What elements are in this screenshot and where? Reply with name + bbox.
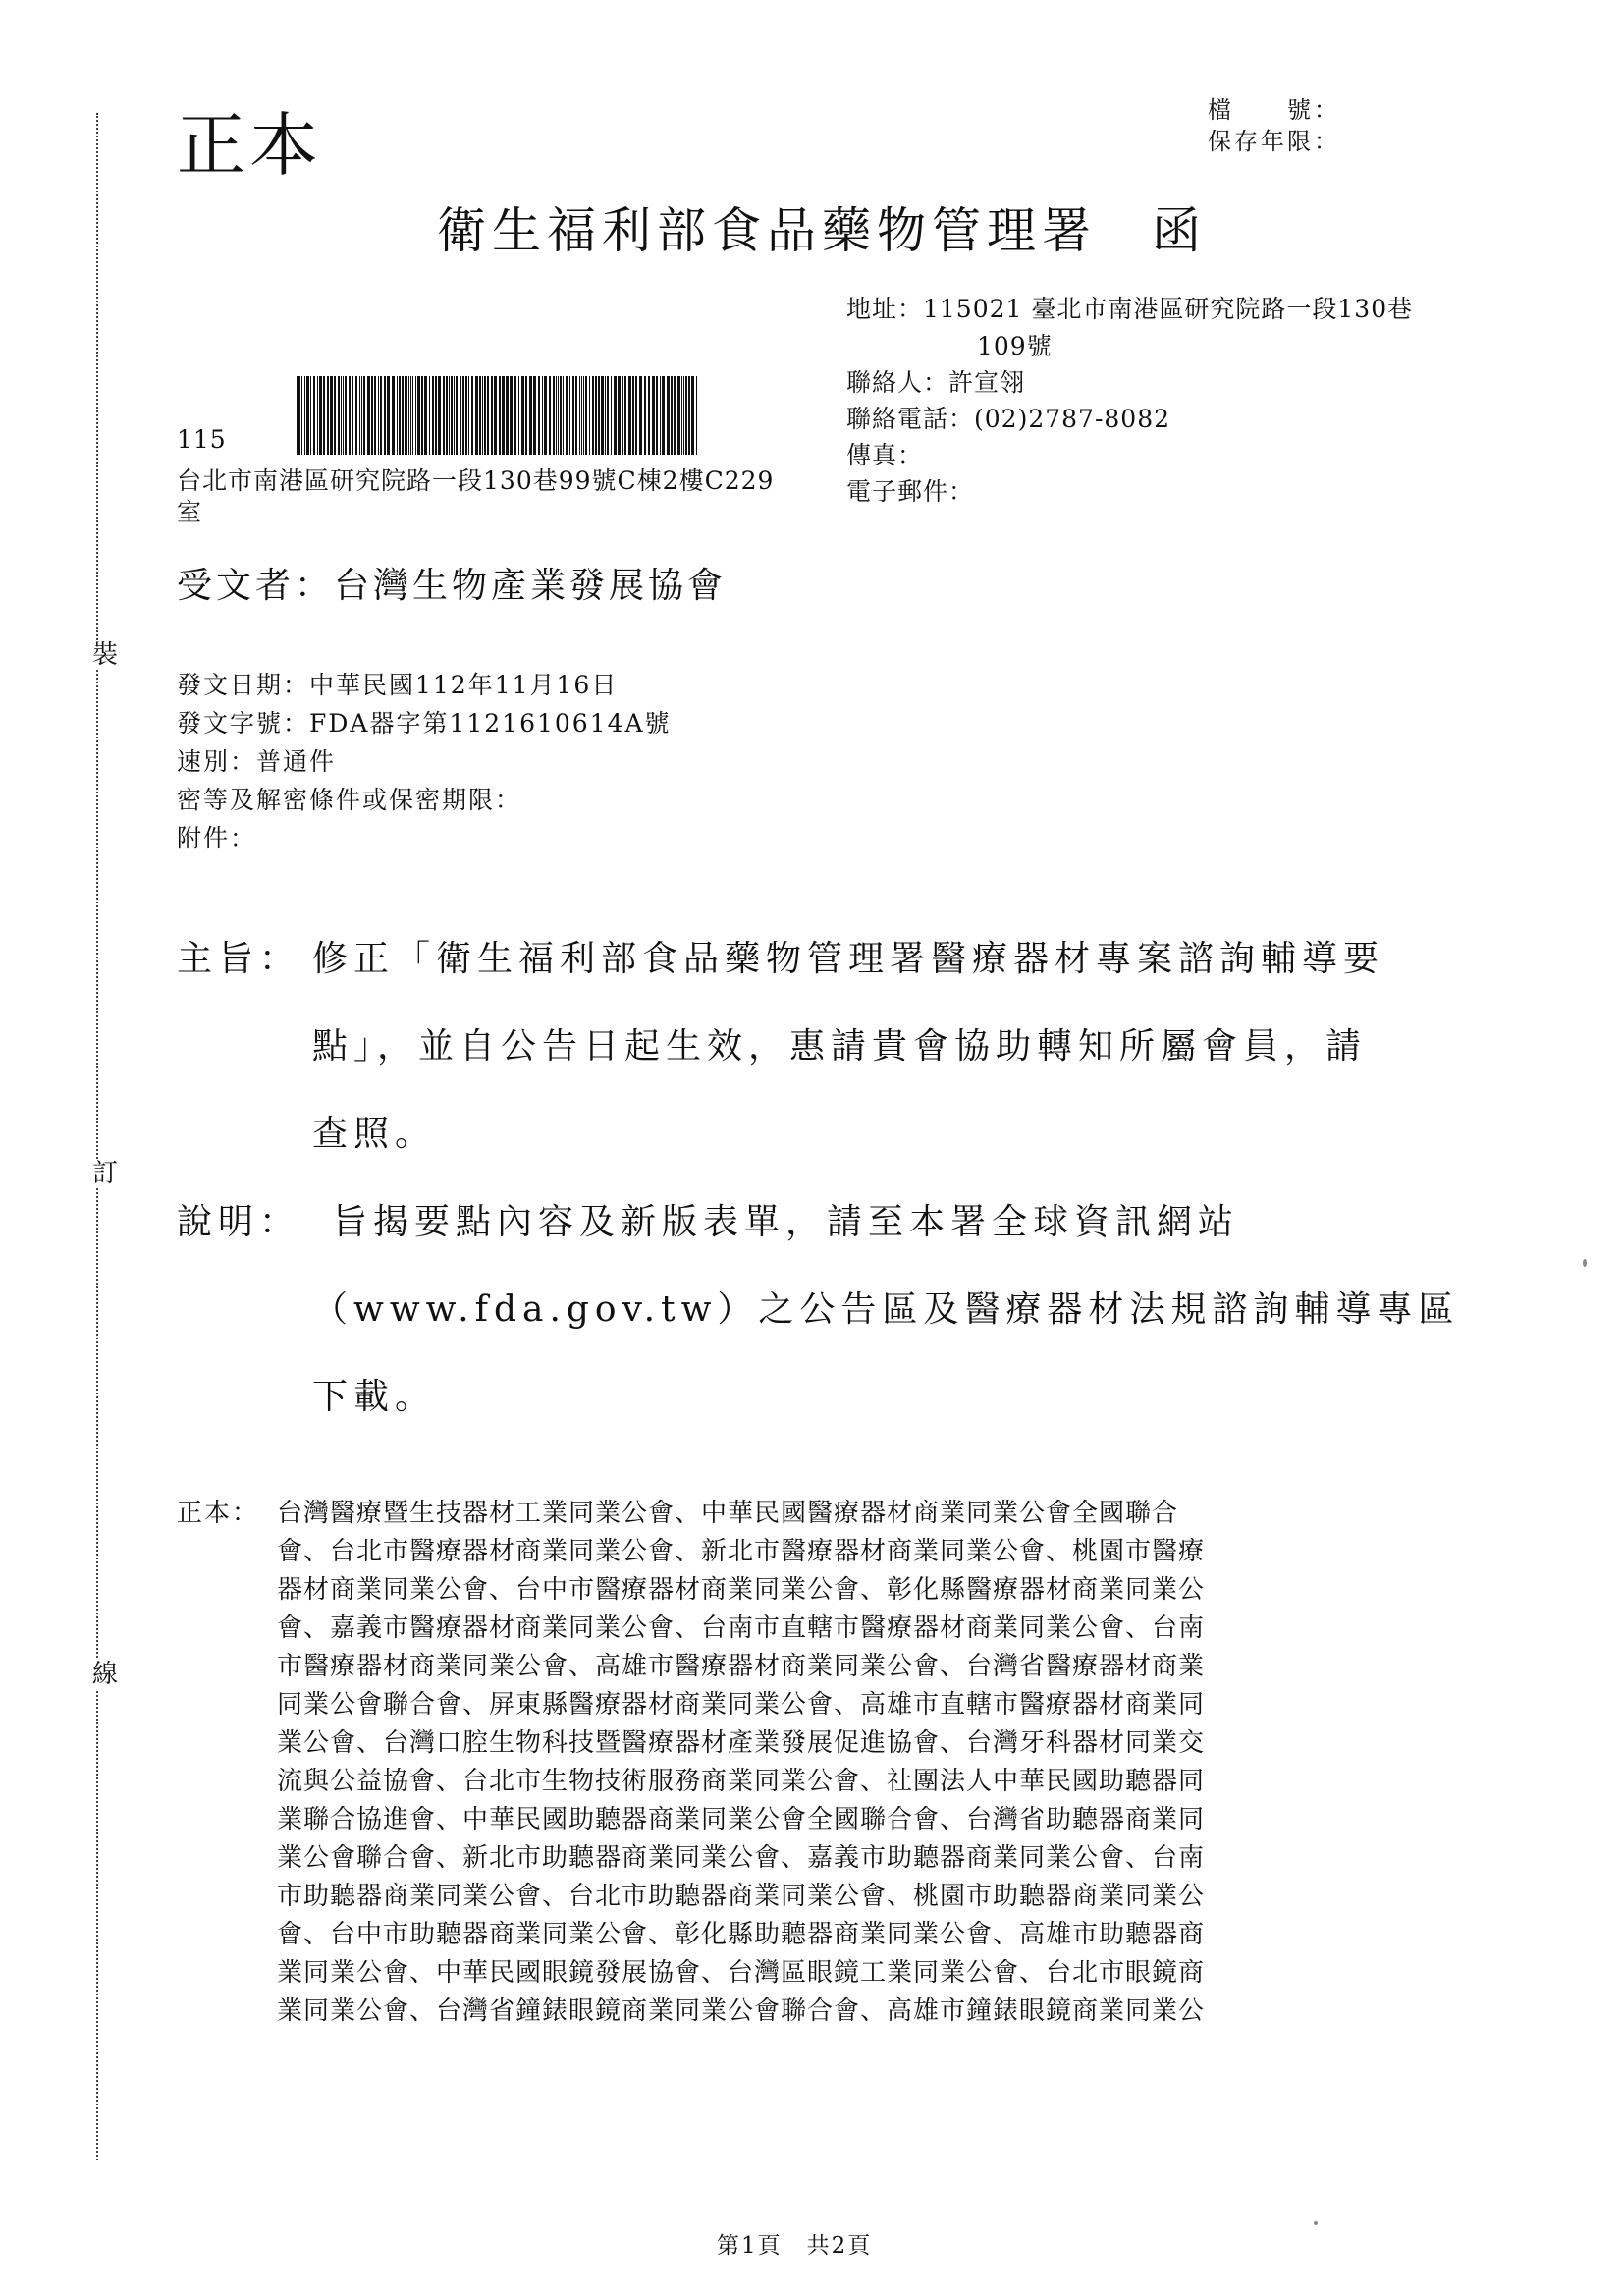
barcode-bar bbox=[628, 376, 631, 455]
binding-margin-line bbox=[96, 113, 98, 2160]
barcode-bar bbox=[349, 376, 351, 455]
barcode-bar bbox=[421, 376, 423, 455]
subject-line-2: 點」，並自公告日起生效，惠請貴會協助轉知所屬會員，請 bbox=[312, 1026, 1368, 1066]
barcode-bar bbox=[456, 376, 458, 455]
cc-line: 台灣醫療暨生技器材工業同業公會、中華民國醫療器材商業同業公會全國聯合 bbox=[277, 1499, 1179, 1528]
barcode-bar bbox=[648, 376, 650, 455]
sender-email: 電子郵件： bbox=[846, 477, 975, 506]
barcode-bar bbox=[297, 376, 298, 455]
barcode-bar bbox=[306, 376, 309, 455]
barcode-bar bbox=[563, 376, 564, 455]
barcode-bar bbox=[482, 376, 483, 455]
barcode-bar bbox=[605, 376, 606, 455]
barcode-bar bbox=[502, 376, 505, 455]
barcode-bar bbox=[662, 376, 665, 455]
barcode-bar bbox=[378, 376, 379, 455]
barcode bbox=[297, 376, 699, 455]
original-copy-label: 正本 bbox=[177, 105, 322, 186]
barcode-bar bbox=[558, 376, 559, 455]
cc-line: 市助聽器商業同業公會、台北市助聽器商業同業公會、桃園市助聽器商業同業公 bbox=[277, 1882, 1206, 1911]
cc-line: 業公會、台灣口腔生物科技暨醫療器材產業發展促進協會、台灣牙科器材同業交 bbox=[277, 1728, 1206, 1758]
barcode-bar bbox=[402, 376, 404, 455]
explanation-line-2: （www.fda.gov.tw）之公告區及醫療器材法規諮詢輔導專區 bbox=[312, 1289, 1460, 1330]
barcode-bar bbox=[652, 376, 655, 455]
barcode-bar bbox=[622, 376, 623, 455]
issue-date: 發文日期：中華民國112年11月16日 bbox=[177, 671, 619, 699]
cc-line: 業聯合協進會、中華民國助聽器商業同業公會全國聯合會、台灣省助聽器商業同 bbox=[277, 1805, 1206, 1834]
barcode-bar bbox=[632, 376, 634, 455]
barcode-bar bbox=[581, 376, 582, 455]
barcode-bar bbox=[595, 376, 597, 455]
barcode-bar bbox=[405, 376, 407, 455]
barcode-bar bbox=[298, 376, 300, 455]
barcode-bar bbox=[451, 376, 453, 455]
barcode-bar bbox=[432, 376, 434, 455]
barcode-bar bbox=[553, 376, 555, 455]
barcode-bar bbox=[560, 376, 562, 455]
barcode-bar bbox=[556, 376, 557, 455]
barcode-bar bbox=[304, 376, 305, 455]
barcode-bar bbox=[468, 376, 469, 455]
binding-mark-xian: 線 bbox=[88, 1660, 122, 1689]
secrecy-level: 密等及解密條件或保密期限： bbox=[177, 786, 522, 814]
cc-line: 會、台中市助聽器商業同業公會、彰化縣助聽器商業同業公會、高雄市助聽器商 bbox=[277, 1920, 1206, 1949]
barcode-bar bbox=[479, 376, 481, 455]
cc-line: 同業公會聯合會、屏東縣醫療器材商業同業公會、高雄市直轄市醫療器材商業同 bbox=[277, 1690, 1206, 1720]
barcode-bar bbox=[465, 376, 467, 455]
barcode-bar bbox=[412, 376, 413, 455]
barcode-bar bbox=[361, 376, 362, 455]
barcode-bar bbox=[327, 376, 329, 455]
sender-address-line2: 109號 bbox=[977, 332, 1053, 360]
barcode-bar bbox=[685, 376, 687, 455]
barcode-bar bbox=[544, 376, 547, 455]
cc-line: 業同業公會、中華民國眼鏡發展協會、台灣區眼鏡工業同業公會、台北市眼鏡商 bbox=[277, 1958, 1206, 1988]
barcode-bar bbox=[330, 376, 333, 455]
cc-line: 會、嘉義市醫療器材商業同業公會、台南市直轄市醫療器材商業同業公會、台南 bbox=[277, 1613, 1206, 1643]
barcode-bar bbox=[598, 376, 600, 455]
barcode-bar bbox=[696, 376, 697, 455]
barcode-bar bbox=[644, 376, 646, 455]
barcode-bar bbox=[343, 376, 344, 455]
receiver-address-line2: 室 bbox=[177, 498, 203, 526]
barcode-bar bbox=[688, 376, 690, 455]
barcode-bar bbox=[443, 376, 445, 455]
barcode-bar bbox=[399, 376, 401, 455]
barcode-bar bbox=[614, 376, 617, 455]
barcode-bar bbox=[352, 376, 353, 455]
barcode-bar bbox=[639, 376, 642, 455]
barcode-bar bbox=[387, 376, 390, 455]
scan-speck bbox=[1314, 2221, 1318, 2225]
barcode-bar bbox=[510, 376, 513, 455]
barcode-bar bbox=[506, 376, 509, 455]
barcode-bar bbox=[538, 376, 540, 455]
cc-line: 業同業公會、台灣省鐘錶眼鏡商業同業公會聯合會、高雄市鐘錶眼鏡商業同業公 bbox=[277, 1996, 1206, 2026]
barcode-bar bbox=[549, 376, 551, 455]
barcode-bar bbox=[415, 376, 416, 455]
delivery-speed: 速別：普通件 bbox=[177, 747, 337, 776]
recipient: 受文者：台灣生物產業發展協會 bbox=[177, 566, 728, 606]
barcode-bar bbox=[484, 376, 486, 455]
barcode-bar bbox=[529, 376, 532, 455]
sender-address-line1: 地址：115021 臺北市南港區研究院路一段130巷 bbox=[846, 295, 1414, 323]
barcode-bar bbox=[449, 376, 450, 455]
binding-mark-ding: 訂 bbox=[88, 1159, 122, 1188]
barcode-bar bbox=[674, 376, 676, 455]
file-number-label: 檔 號： bbox=[1208, 96, 1340, 124]
barcode-bar bbox=[583, 376, 584, 455]
barcode-bar bbox=[408, 376, 409, 455]
page-number: 第1頁 共2頁 bbox=[717, 2233, 873, 2259]
barcode-bar bbox=[359, 376, 360, 455]
barcode-bar bbox=[618, 376, 621, 455]
barcode-bar bbox=[518, 376, 519, 455]
explanation-line-1: 旨揭要點內容及新版表單，請至本署全球資訊網站 bbox=[332, 1202, 1240, 1242]
barcode-bar bbox=[624, 376, 626, 455]
barcode-bar bbox=[454, 376, 455, 455]
cc-line: 器材商業同業公會、台中市醫療器材商業同業公會、彰化縣醫療器材商業同業公 bbox=[277, 1575, 1206, 1605]
barcode-bar bbox=[542, 376, 543, 455]
sender-contact: 聯絡人：許宣翎 bbox=[846, 368, 1026, 397]
attachment: 附件： bbox=[177, 824, 257, 852]
barcode-bar bbox=[435, 376, 437, 455]
barcode-bar bbox=[611, 376, 612, 455]
barcode-bar bbox=[446, 376, 448, 455]
cc-line: 業公會聯合會、新北市助聽器商業同業公會、嘉義市助聽器商業同業公會、台南 bbox=[277, 1843, 1206, 1873]
barcode-bar bbox=[566, 376, 568, 455]
subject-line-1: 修正「衛生福利部食品藥物管理署醫療器材專案諮詢輔導要 bbox=[312, 939, 1385, 979]
barcode-bar bbox=[367, 376, 370, 455]
cc-line: 市醫療器材商業同業公會、高雄市醫療器材商業同業公會、台灣省醫療器材商業 bbox=[277, 1652, 1206, 1681]
retention-period-label: 保存年限： bbox=[1208, 128, 1340, 155]
barcode-bar bbox=[471, 376, 473, 455]
barcode-bar bbox=[575, 376, 577, 455]
explanation-label: 說明： bbox=[177, 1202, 301, 1242]
barcode-bar bbox=[589, 376, 590, 455]
barcode-bar bbox=[424, 376, 427, 455]
barcode-bar bbox=[601, 376, 604, 455]
sender-phone: 聯絡電話：(02)2787-8082 bbox=[846, 405, 1171, 433]
cc-line: 會、台北市醫療器材商業同業公會、新北市醫療器材商業同業公會、桃園市醫療 bbox=[277, 1537, 1206, 1566]
barcode-bar bbox=[572, 376, 574, 455]
barcode-bar bbox=[683, 376, 684, 455]
barcode-bar bbox=[460, 376, 461, 455]
barcode-bar bbox=[410, 376, 411, 455]
document-number: 發文字號：FDA器字第1121610614A號 bbox=[177, 709, 672, 738]
barcode-bar bbox=[397, 376, 398, 455]
barcode-bar bbox=[301, 376, 302, 455]
barcode-bar bbox=[667, 376, 670, 455]
barcode-bar bbox=[345, 376, 347, 455]
scan-speck bbox=[1583, 1259, 1587, 1267]
barcode-bar bbox=[494, 376, 497, 455]
barcode-bar bbox=[681, 376, 682, 455]
barcode-bar bbox=[499, 376, 501, 455]
barcode-bar bbox=[310, 376, 311, 455]
barcode-bar bbox=[671, 376, 673, 455]
barcode-bar bbox=[338, 376, 340, 455]
barcode-bar bbox=[579, 376, 580, 455]
receiver-postal-code: 115 bbox=[177, 425, 227, 454]
barcode-bar bbox=[392, 376, 395, 455]
receiver-address-line1: 台北市南港區研究院路一段130巷99號C棟2樓C229 bbox=[177, 466, 775, 495]
barcode-bar bbox=[525, 376, 527, 455]
barcode-bar bbox=[319, 376, 322, 455]
barcode-bar bbox=[334, 376, 336, 455]
barcode-bar bbox=[417, 376, 420, 455]
barcode-bar bbox=[313, 376, 315, 455]
barcode-bar bbox=[317, 376, 318, 455]
barcode-bar bbox=[384, 376, 386, 455]
barcode-bar bbox=[475, 376, 478, 455]
barcode-bar bbox=[691, 376, 694, 455]
barcode-bar bbox=[438, 376, 441, 455]
barcode-bar bbox=[355, 376, 357, 455]
document-title: 衛生福利部食品藥物管理署 函 bbox=[437, 202, 1207, 259]
barcode-bar bbox=[374, 376, 376, 455]
barcode-bar bbox=[656, 376, 658, 455]
barcode-bar bbox=[341, 376, 342, 455]
barcode-bar bbox=[585, 376, 587, 455]
barcode-bar bbox=[533, 376, 536, 455]
barcode-bar bbox=[569, 376, 570, 455]
cc-label: 正本： bbox=[177, 1499, 260, 1528]
barcode-bar bbox=[380, 376, 382, 455]
barcode-bar bbox=[514, 376, 516, 455]
cc-line: 流與公益協會、台北市生物技術服務商業同業公會、社團法人中華民國助聽器同 bbox=[277, 1767, 1206, 1796]
barcode-bar bbox=[607, 376, 609, 455]
barcode-bar bbox=[635, 376, 637, 455]
barcode-bar bbox=[323, 376, 325, 455]
barcode-bar bbox=[429, 376, 430, 455]
barcode-bar bbox=[592, 376, 594, 455]
explanation-line-3: 下載。 bbox=[312, 1377, 437, 1417]
subject-label: 主旨： bbox=[177, 939, 301, 979]
barcode-bar bbox=[371, 376, 373, 455]
barcode-bar bbox=[491, 376, 493, 455]
barcode-bar bbox=[521, 376, 524, 455]
barcode-bar bbox=[487, 376, 489, 455]
barcode-bar bbox=[363, 376, 365, 455]
barcode-bar bbox=[677, 376, 680, 455]
binding-mark-zhuang: 裝 bbox=[88, 640, 122, 670]
barcode-bar bbox=[660, 376, 661, 455]
barcode-bar bbox=[462, 376, 464, 455]
subject-line-3: 查照。 bbox=[312, 1114, 437, 1154]
sender-fax: 傳真： bbox=[846, 441, 924, 469]
